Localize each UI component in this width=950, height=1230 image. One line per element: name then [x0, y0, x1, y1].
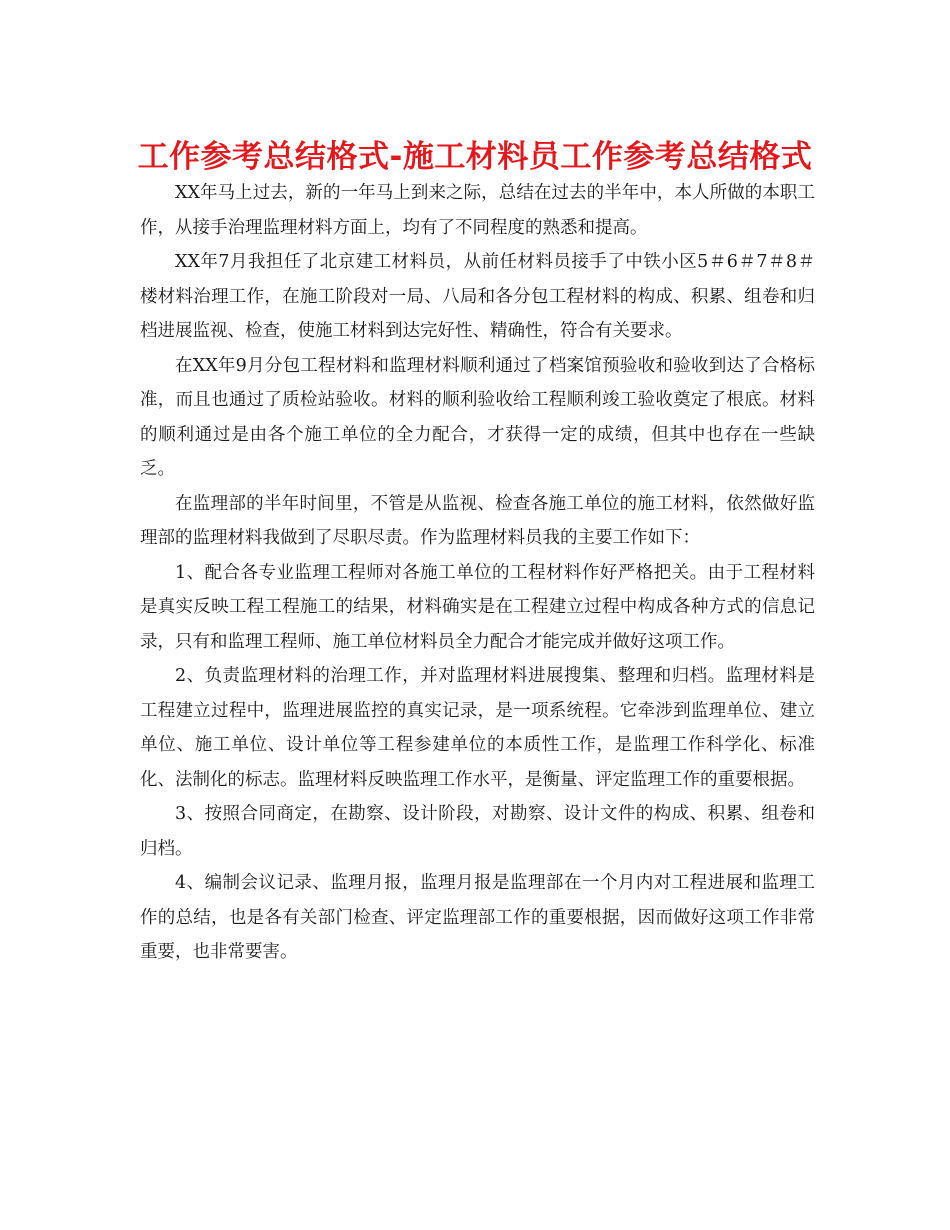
paragraph-duty-4: 4、编制会议记录、监理月报，监理月报是监理部在一个月内对工程进展和监理工作的总结，也是各有关部门检查、评定监理部工作的重要根据，因而做好这项工作非常重要，也非常要害。: [140, 873, 815, 962]
paragraph-duty-2: 2、负责监理材料的治理工作，并对监理材料进展搜集、整理和归档。监理材料是工程建立过程中，监理进展监控的真实记录，是一项系统程。它牵涉到监理单位、建立单位、施工单位、设计单位等工程参建单位的本质性工作，是监理工作科学化、标准化、法制化的标志。监理材料反映监理工作水平，是衡量、评定监理工作的重要根据。: [140, 666, 815, 790]
paragraph-duty-3: 3、按照合同商定，在勘察、设计阶段，对勘察、设计文件的构成、积累、组卷和归档。: [140, 804, 815, 859]
document-body: [140, 176, 815, 970]
paragraph-intro: XX年马上过去，新的一年马上到来之际，总结在过去的半年中，本人所做的本职工作，从接手治理监理材料方面上，均有了不同程度的熟悉和提高。: [140, 183, 815, 238]
paragraph-duty-1: 1、配合各专业监理工程师对各施工单位的工程材料作好严格把关。由于工程材料是真实反映工程工程施工的结果，材料确实是在工程建立过程中构成各种方式的信息记录，只有和监理工程师、施工单位材料员全力配合才能完成并做好这项工作。: [140, 562, 815, 652]
paragraph-duties-intro: 在监理部的半年时间里，不管是从监视、检查各施工单位的施工材料，依然做好监理部的监理材料我做到了尽职尽责。作为监理材料员我的主要工作如下：: [140, 493, 815, 548]
document-title: 工作参考总结格式-施工材料员工作参考总结格式: [137, 139, 813, 175]
paragraph-acceptance: 在XX年9月分包工程材料和监理材料顺利通过了档案馆预验收和验收到达了合格标准，而且也通过了质检站验收。材料的顺利验收给工程顺利竣工验收奠定了根底。材料的顺利通过是由各个施工单位的全力配合，才获得一定的成绩，但其中也存在一些缺乏。: [140, 355, 815, 479]
paragraph-appointment: XX年7月我担任了北京建工材料员，从前任材料员接手了中铁小区5＃6＃7＃8＃楼材料治理工作，在施工阶段对一局、八局和各分包工程材料的构成、积累、组卷和归档进展监视、检查，使施工材料到达完好性、精确性，符合有关要求。: [140, 252, 815, 341]
